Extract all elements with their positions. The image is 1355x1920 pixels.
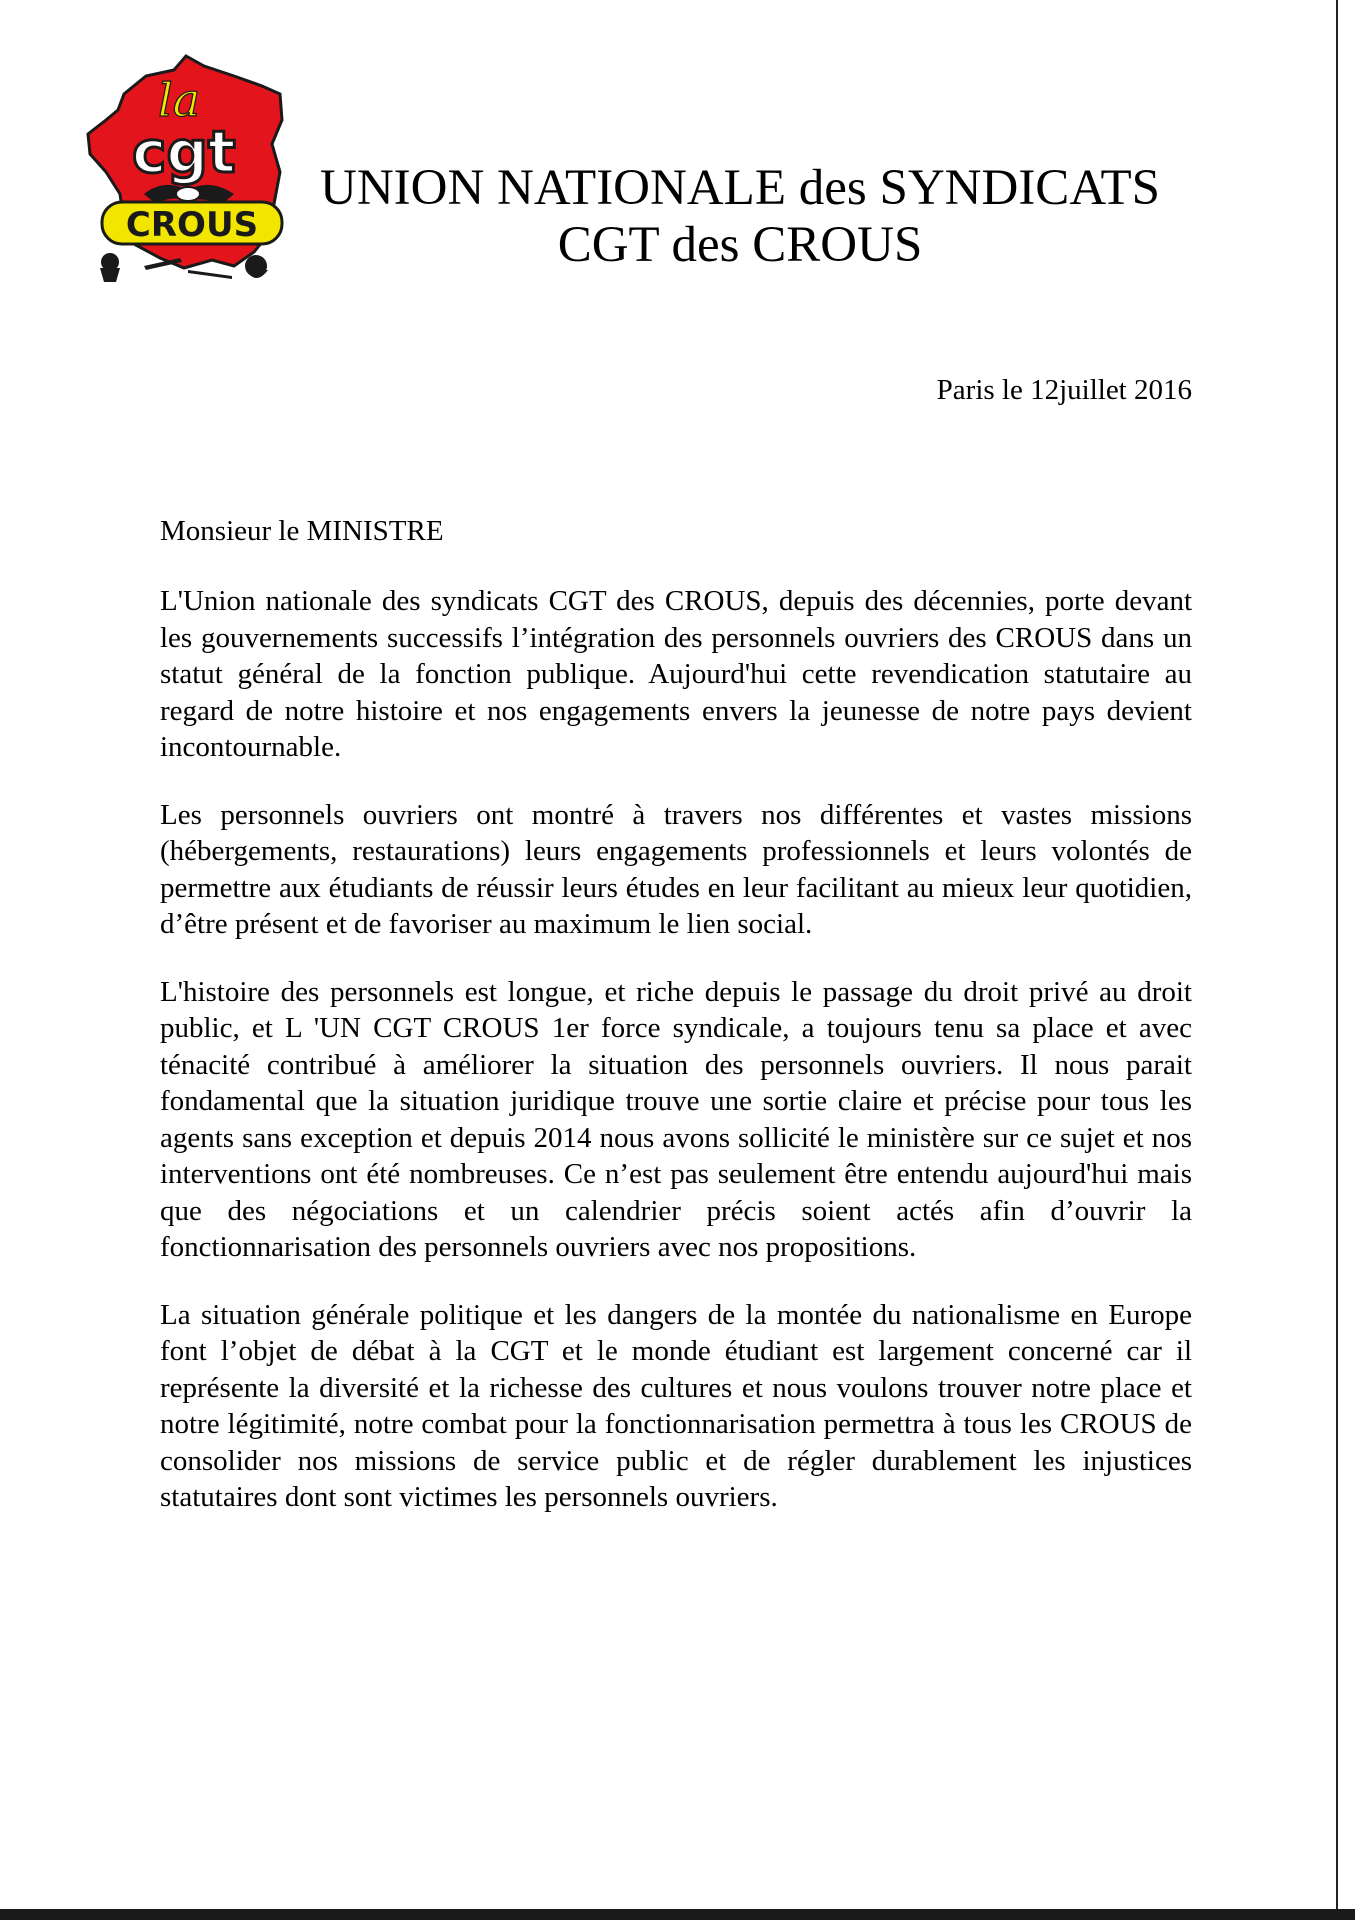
page-edge-right	[1336, 0, 1355, 1920]
logo-script-text: la	[158, 73, 201, 127]
salutation: Monsieur le MINISTRE	[160, 515, 444, 547]
paragraph: L'Union nationale des syndicats CGT des CROUS, depuis des décennies, porte devant les gouvernements successifs l’intégration des personnels ouvriers des CROUS dans un statut général de la fonction publique. Aujourd'hui cette revendication statutaire au regard de notre histoire et nos engagements envers la jeunesse de notre pays devient incontournable.	[160, 585, 1192, 763]
title-line-2: CGT des CROUS	[557, 217, 923, 273]
logo-banner-text: CROUS	[125, 205, 259, 245]
paragraph: La situation générale politique et les dangers de la montée du nationalisme en Europe font l’objet de débat à la CGT et le monde étudiant est largement concerné car il représente la diversité et la richesse des cultures et nous voulons trouver notre place et notre légitimité, notre combat pour la fonctionnarisation permettra à tous les CROUS de consolider nos missions de service public et de régler durablement les injustices statutaires dont sont victimes les personnels ouvriers.	[160, 1298, 1192, 1513]
organization-title	[290, 160, 1190, 274]
cgt-crous-logo	[84, 54, 290, 284]
letter-body	[160, 583, 1192, 1547]
title-line-1: UNION NATIONALE des SYNDICATS	[319, 160, 1161, 216]
page-edge-bottom	[0, 1909, 1355, 1920]
date-location: Paris le 12juillet 2016	[936, 374, 1192, 406]
logo-graphic	[84, 54, 290, 284]
paragraph: L'histoire des personnels est longue, et riche depuis le passage du droit privé au droit public, et L 'UN CGT CROUS 1er force syndicale, a toujours tenu sa place et avec ténacité contribué à améliorer la situation des personnels ouvriers. Il nous parait fondamental que la situation juridique trouve une sortie claire et précise pour tous les agents sans exception et depuis 2014 nous avons sollicité le ministère sur ce sujet et nos interventions ont été nombreuses. Ce n’est pas seulement être entendu aujourd'hui mais que des négociations et un calendrier précis soient actés afin d’ouvrir la fonctionnarisation des personnels ouvriers avec nos propositions.	[160, 975, 1192, 1263]
paragraph: Les personnels ouvriers ont montré à travers nos différentes et vastes missions (hébergements, restaurations) leurs engagements professionnels et leurs volontés de permettre aux étudiants de réussir leurs études en leur facilitant au mieux leur quotidien, d’être présent et de favoriser au maximum le lien social.	[160, 798, 1192, 940]
logo-main-text: cgt	[132, 118, 236, 186]
